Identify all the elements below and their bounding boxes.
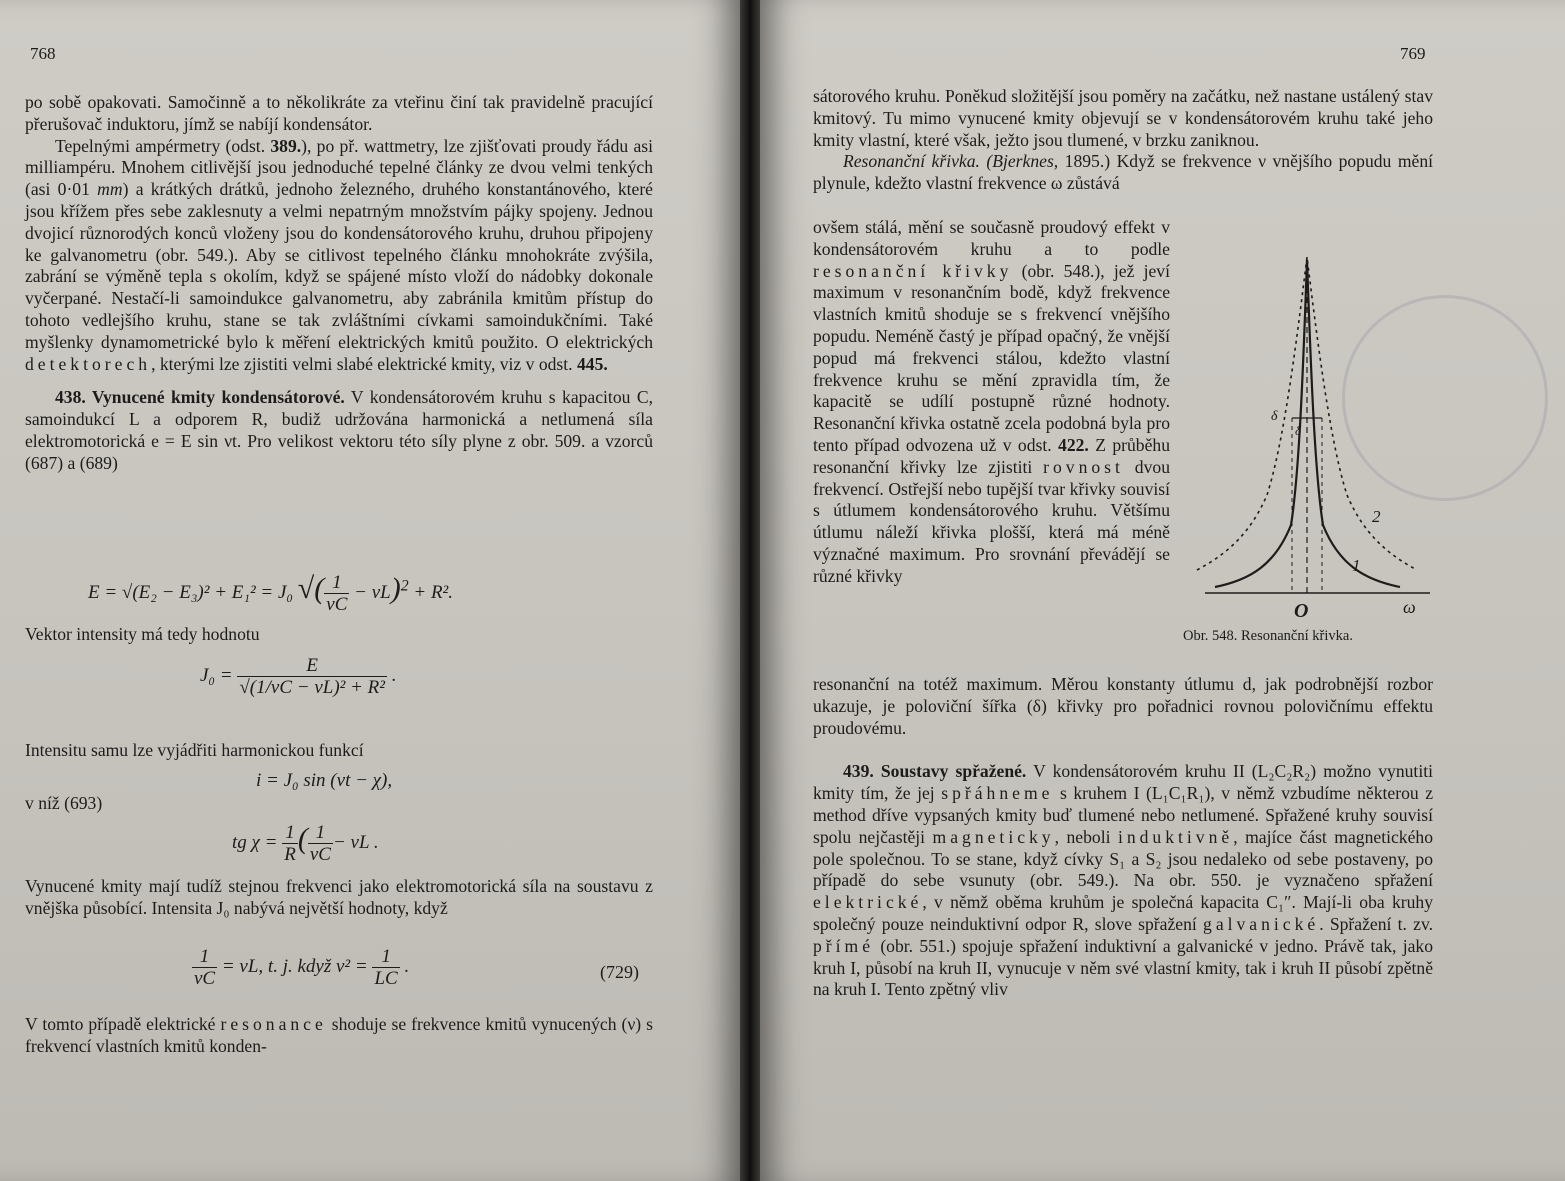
equation-current: i = J₀ sin (νt − χ),: [256, 770, 393, 791]
book-gutter: [740, 0, 760, 1181]
text-run: Z průběhu resonanční křivky lze zjistiti: [813, 434, 1170, 477]
citation: (Bjerknes,: [986, 151, 1059, 172]
delta-label: δ: [1271, 409, 1278, 424]
spaced-term: detektorech: [25, 353, 152, 374]
equation-part: tg χ =: [232, 832, 278, 853]
reference: 445.: [576, 353, 608, 374]
page-number: 768: [30, 44, 56, 63]
fraction: [192, 946, 217, 989]
section-title: 439. Soustavy spřažené.: [843, 761, 1027, 782]
text-run: ), po př. wattmetry, lze zjišťovati proudy řádu asi milliampéru. Mnohem citlivější jsou jednoduché tepelné články ze dvou velmi tenkých (asi 0·01: [25, 135, 654, 200]
spaced-term: přímé: [813, 935, 875, 956]
text-run: V kondensátorovém kruhu II (L₂C₂R₂) možno vynutiti kmity tím, že jej: [813, 761, 1433, 804]
spaced-term: elektrické: [813, 892, 923, 913]
denominator: νC: [326, 594, 348, 616]
numerator: 1: [308, 822, 333, 844]
equation-number: (729): [600, 962, 639, 982]
text-run: (obr. 551.) spojuje spřažení induktivní a galvanické v jedno. Právě tak, jako kruh I, působí na kruh II, vynucuje v něm své vlastní kmity, tak i kruh II působí zpětně na kruh I. Tento zpětný vliv: [813, 935, 1433, 1000]
curve-2-label: 2: [1372, 507, 1381, 526]
spaced-term: resonanční křivky: [813, 260, 1013, 281]
numerator: 1: [372, 946, 399, 968]
text-run: , kterými lze zjistiti velmi slabé elektrické kmity, viz v odst.: [151, 353, 577, 374]
figure-caption: Obr. 548. Resonanční křivka.: [1183, 628, 1353, 644]
text-run: dvou frekvencí. Ostřejší nebo tupější tvar křivky souvisí s útlumem kondensátorového kruhu. Většímu útlumu náleží křivka plošší, která má méně význačné maximum. Pro srovnání převádějí se různé křivky: [813, 456, 1170, 586]
denominator: νC: [194, 968, 216, 989]
text-run: V kondensátorovém kruhu s kapacitou C, samoindukcí L a odporem R, budiž udržována harmonická a netlumená síla elektromotorická e = E sin νt. Pro velikost vektoru této síly plyne z obr. 509. a vzorců (687) a (689): [25, 387, 653, 473]
origin-label: O: [1294, 600, 1309, 622]
right-page: [760, 0, 1565, 1181]
right-text-mid: [813, 674, 1433, 1001]
paragraph: v níž (693): [25, 793, 103, 813]
equation-vector-magnitude: E = √(E₂ − E₃)² + E₁² = J₀ √( $\frac{1}{\nu C}$ − νL)$^2$ + R².: [88, 572, 453, 616]
fraction: [308, 822, 333, 865]
section-439: [813, 761, 1433, 1001]
reference: 389.: [270, 135, 302, 156]
text-run: ovšem stálá, mění se současně proudový effekt v kondensátorovém kruhu a to podle: [813, 217, 1170, 259]
text-run: , neboli: [1054, 826, 1118, 847]
fraction: [324, 572, 349, 615]
paragraph: Intensitu samu lze vyjádřiti harmonickou funkcí: [25, 740, 364, 760]
reference: 422.: [1058, 434, 1089, 455]
paragraph: Vektor intensity má tedy hodnotu: [25, 624, 260, 644]
delta-label: δ: [1295, 423, 1302, 438]
spaced-term: resonance: [220, 1014, 327, 1034]
text-run: ) a krátkých drátků, jednoho železného, druhého konstantánového, které jsou křížem přes sebe zaklesnuty a velmi nepatrným množstvím pájky spojeny. Jednou dvojicí různorodých konců vloženy jsou do kondensátorového kruhu, druhou připojeny ke galvanometru (obr. 549.). Aby se citlivost tepelného článku mnohokráte zvýšila, zabrání se výměně tepla s okolím, když se spájené místo vloží do nádobky dokonale vyčerpané. Nestačí-li samoindukce galvanometru, aby zabránila kmitům přístup do tohoto vedlejšího kruhu, stane se tak zvláštními cívkami samoindukčními. Také myšlenky dynamometrické bylo k měření elektrických kmitů použito. O elektrických: [25, 179, 653, 352]
omega-label: ω: [1403, 597, 1416, 617]
text-run: Když se frekvence ν vnějšího popudu mění plynule, kdežto vlastní frekvence ω zůstává: [813, 151, 1434, 194]
equation-part: = νL, t. j. když ν² =: [221, 955, 368, 977]
curve-2: [1197, 257, 1417, 570]
section-title: 438. Vynucené kmity kondensátorové.: [55, 387, 345, 408]
equation-part: − νL .: [332, 832, 379, 853]
denominator: LC: [374, 968, 398, 989]
denominator: √(1/νC − νL)² + R²: [239, 677, 385, 698]
paragraph: Vynucené kmity mají tudíž stejnou frekvenci jako elektromotorická síla na soustavu z vnějška působící. Intensita J₀ nabývá největší hodnoty, když: [25, 876, 653, 918]
equation-resonance: $\frac{1}{\nu C}$ = νL, t. j. když ν² = $\frac{1}{LC}$ . (729): [194, 946, 639, 989]
text-run: 1895.): [1058, 151, 1111, 172]
left-text-4: [25, 793, 653, 815]
denominator: R: [284, 844, 296, 866]
equation-part: J₀ =: [200, 664, 233, 686]
curve-1-label: 1: [1352, 556, 1361, 575]
text-run: shoduje se frekvence kmitů vynucených (ν) s frekvencí vlastních kmitů konden-: [25, 1014, 653, 1056]
resonance-curve-figure: [1195, 235, 1440, 655]
equation-phase: tg χ = $\frac{1}{R}$ ( $\frac{1}{\nu C}$ − νL .: [232, 822, 379, 866]
spaced-term: spřáhneme: [941, 783, 1054, 804]
text-run: V tomto případě elektrické: [25, 1014, 221, 1034]
text-run: , majíce část magnetického pole společnou. To se stane, když cívky S₁ a S₂ jsou nedaleko od sebe postaveny, po případě do sebe vsunuty (obr. 549.). Na obr. 550. je vyznačeno spřažení: [813, 826, 1433, 891]
text-run: . Spřažení t. zv.: [1319, 913, 1433, 934]
left-text-3: [25, 740, 653, 762]
unit: mm: [97, 179, 123, 200]
left-text-2: [25, 624, 653, 646]
section-438: [25, 387, 653, 474]
paragraph: sátorového kruhu. Poněkud složitější jsou poměry na začátku, než nastane ustálený stav kmitový. Tu mimo vynucené kmity objevují se v kondensátorovém kruhu také jeho kmity vlastní, které však, ježto jsou tlumené, v brzku zaniknou.: [813, 86, 1433, 150]
equation-part: + R².: [413, 582, 453, 603]
text-run: s kruhem I (L₁C₁R₁), v němž vzbudíme některou z method dříve vypsaných kmity buď tlumené nebo netlumené. Spřažené kruhy souvisí spolu nejčastěji: [813, 783, 1434, 847]
subsection-title: Resonanční křivka.: [843, 151, 980, 172]
paragraph: [813, 217, 1170, 588]
spaced-term: rovnost: [1043, 456, 1124, 477]
paragraph: resonanční na totéž maximum. Měrou konstanty útlumu d, jak podrobnější rozbor ukazuje, je poloviční šířka (δ) křivky pro pořadnici rovnou polovičnímu effektu proudovému.: [813, 674, 1433, 738]
numerator: 1: [192, 946, 217, 968]
paragraph: [25, 1014, 653, 1058]
equation-amplitude: J₀ = $\frac{E}{\text{√(1/νC − νL)² + R²}}$ .: [200, 655, 397, 698]
fraction: [237, 655, 387, 698]
paragraph: [813, 151, 1433, 195]
left-text-column: [25, 92, 653, 475]
equation-part: E = √(E₂ − E₃)² + E₁² = J₀: [88, 582, 294, 603]
spaced-term: galvanické: [1203, 913, 1320, 934]
fraction: [282, 822, 298, 865]
numerator: 1: [282, 822, 298, 844]
left-page: [0, 0, 740, 1181]
page-number: 769: [1400, 44, 1426, 63]
text-run: , v němž oběma kruhům je společná kapacita C₁″. Mají-li oba kruhy společný pouze neinduktivní odpor R, slove spřažení: [813, 892, 1433, 934]
text-run: (obr. 548.), jež jeví maximum v resonančním bodě, když frekvence vlastních kmitů shoduje se s frekvencí vnějšího popudu. Neméně častý je případ opačný, že vnější popud má frekvenci stálou, kdežto vlastní frekvence kruhu se mění zpravidla tím, že kapacitě se udílí postupně různé hodnoty. Resonanční křivka ostatně zcela podobná byla pro tento případ odvozena už v odst.: [813, 260, 1170, 455]
denominator: νC: [309, 844, 331, 866]
equation-part: − νL: [349, 582, 391, 603]
right-text-top: [813, 86, 1433, 195]
text-run: Tepelnými ampérmetry (odst.: [55, 135, 271, 156]
numerator: E: [237, 655, 387, 677]
paragraph: po sobě opakovati. Samočinně a to několikráte za vteřinu činí tak pravidelně pracující přerušovač induktoru, jímž se nabíjí kondensátor.: [25, 92, 653, 134]
paragraph: [25, 136, 653, 376]
numerator: 1: [324, 572, 349, 594]
spaced-term: magneticky: [932, 826, 1055, 847]
fraction: [372, 946, 399, 989]
right-text-wrap: [813, 217, 1170, 588]
spaced-term: induktivně: [1117, 826, 1234, 847]
left-text-6: [25, 1014, 653, 1058]
left-text-5: [25, 876, 653, 920]
